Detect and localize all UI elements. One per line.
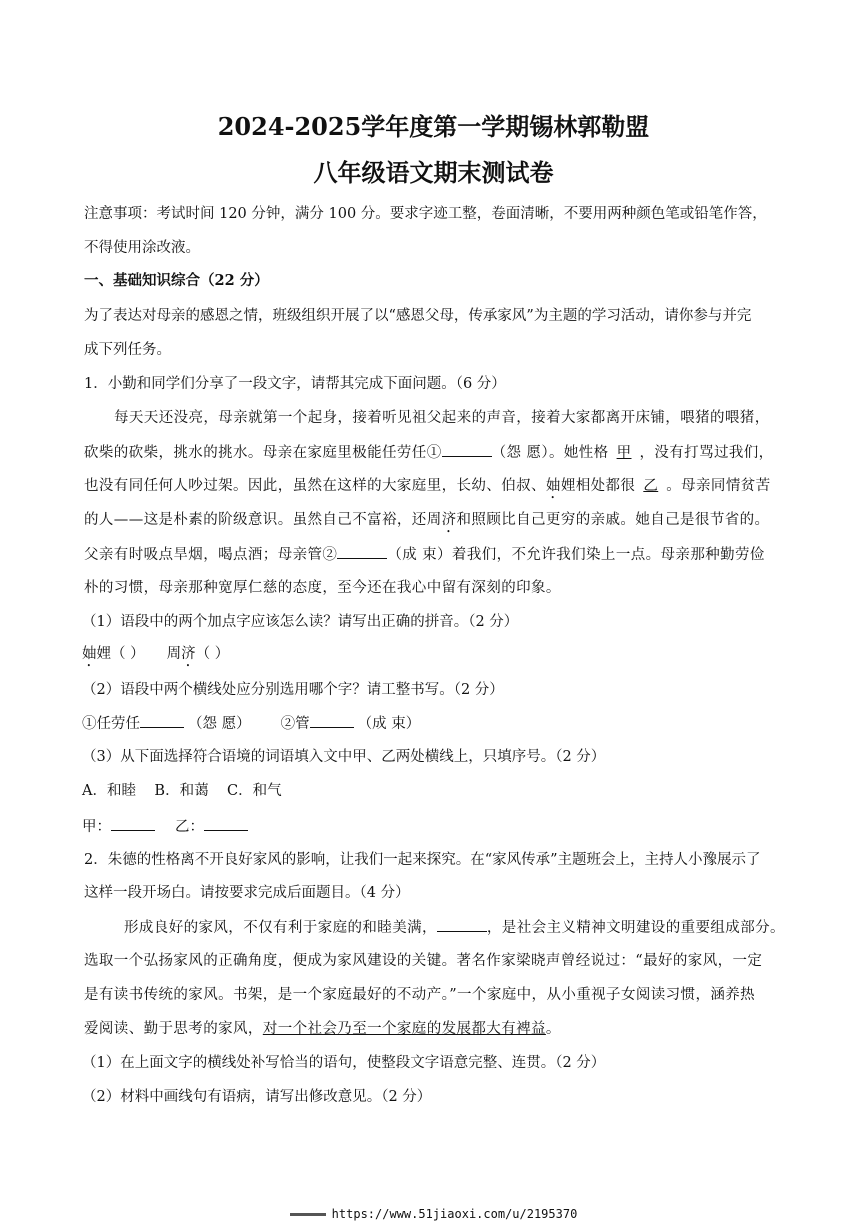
q1-sub2-answers bbox=[82, 713, 420, 734]
notice-line1: 注意事项：考试时间 120 分钟，满分 100 分。要求字迹工整，卷面清晰，不要用两种颜色笔或铅笔作答， bbox=[84, 206, 767, 222]
answer-blank-3[interactable] bbox=[140, 713, 184, 728]
dotted-char: 济 bbox=[441, 512, 457, 528]
passage-text: 和照顾比自己更穷的亲戚。她自己是很节省的。 bbox=[456, 512, 770, 528]
passage-text: 砍柴的砍柴，挑水的挑水。母亲在家庭里极能任劳任① bbox=[84, 445, 442, 461]
answer-blank-4[interactable] bbox=[310, 713, 354, 728]
answer-blank-5[interactable] bbox=[437, 917, 487, 932]
passage-1-line1: 每天天还没亮，母亲就第一个起身，接着听见祖父起来的声音，接着大家都离开床铺，喂猪的喂猪， bbox=[114, 410, 770, 426]
answer-label: ①任劳任 bbox=[82, 716, 140, 732]
answer-label: （怨 愿） bbox=[188, 716, 251, 732]
answer-label: ②管 bbox=[280, 716, 310, 732]
passage-text: （成 束）着我们，不允许我们染上一点。母亲那种勤劳俭 bbox=[387, 547, 765, 563]
q1-sub3-answers bbox=[82, 816, 248, 837]
passage-text: 。 bbox=[545, 1021, 561, 1037]
passage-1-line2 bbox=[84, 442, 774, 463]
q2-sub2: （2）材料中画线句有语病，请写出修改意见。（2 分） bbox=[82, 1089, 432, 1105]
question-1-stem: 1．小勤和同学们分享了一段文字，请帮其完成下面问题。（6 分） bbox=[84, 376, 506, 392]
answer-blank-1[interactable] bbox=[442, 442, 492, 457]
passage-text: （怨 愿）。她性格 bbox=[491, 445, 609, 461]
underlined-sentence: 对一个社会乃至一个家庭的发展都大有裨益 bbox=[262, 1021, 546, 1037]
passage-1-line5 bbox=[84, 544, 765, 565]
question-2-stem-line2: 这样一段开场白。请按要求完成后面题目。（4 分） bbox=[84, 885, 410, 901]
passage-text: ，是社会主义精神文明建设的重要组成部分。 bbox=[486, 920, 785, 936]
q1-sub1: （1）语段中的两个加点字应该怎么读？请写出正确的拼音。（2 分） bbox=[82, 614, 519, 630]
passage-text: ，没有打骂过我们， bbox=[639, 445, 774, 461]
notice-line2: 不得使用涂改液。 bbox=[84, 240, 200, 256]
passage-2-line4 bbox=[84, 1019, 561, 1039]
footer-link[interactable]: https://www.51jiaoxi.com/u/2195370 bbox=[331, 1207, 578, 1221]
answer-label: （成 束） bbox=[357, 716, 421, 732]
passage-1-line4 bbox=[84, 510, 769, 536]
pinyin-slot-1[interactable]: 娌（ ） bbox=[96, 646, 145, 662]
passage-2-line3: 是有读书传统的家风。书架，是一个家庭最好的不动产。”一个家庭中，从小重视子女阅读习惯，涵养热 bbox=[84, 987, 756, 1003]
passage-1-line6: 朴的习惯，母亲那种宽厚仁慈的态度，至今还在我心中留有深刻的印象。 bbox=[84, 580, 561, 596]
answer-blank-yi[interactable] bbox=[204, 816, 248, 831]
passage-2-line2: 选取一个弘扬家风的正确角度，便成为家风建设的关键。著名作家梁晓声曾经说过：“最好的家风，一定 bbox=[84, 953, 763, 969]
q1-sub1-answers bbox=[82, 644, 229, 670]
passage-text: 。母亲同情贫苦 bbox=[666, 478, 771, 494]
answer-label: 甲： bbox=[82, 819, 111, 835]
answer-text: 周 bbox=[166, 646, 182, 662]
dotted-char: 济（ ） bbox=[181, 646, 230, 662]
passage-1-line3 bbox=[84, 476, 771, 502]
marker-yi: 乙 bbox=[643, 478, 659, 494]
question-2-stem-line1: 2．朱德的性格离不开良好家风的影响，让我们一起来探究。在“家风传承”主题班会上，主持人小豫展示了 bbox=[84, 852, 761, 868]
passage-text: 父亲有时吸点旱烟，喝点酒；母亲管② bbox=[84, 547, 338, 563]
answer-blank-jia[interactable] bbox=[111, 816, 155, 831]
answer-blank-2[interactable] bbox=[337, 544, 387, 559]
section-heading: 一、基础知识综合（22 分） bbox=[84, 272, 269, 289]
q2-sub1: （1）在上面文字的横线处补写恰当的语句，使整段文字语意完整、连贯。（2 分） bbox=[82, 1055, 606, 1071]
answer-label: 乙： bbox=[175, 819, 204, 835]
passage-text: 娌相处都很 bbox=[560, 478, 636, 494]
q1-sub3-options: A．和睦 B．和蔼 C．和气 bbox=[82, 783, 282, 799]
footer-logo-icon bbox=[290, 1213, 326, 1216]
dotted-char: 妯 bbox=[545, 478, 561, 494]
section-intro-line2: 成下列任务。 bbox=[84, 342, 171, 358]
passage-text: 也没有同任何人吵过架。因此，虽然在这样的大家庭里，长幼、伯叔、 bbox=[84, 478, 546, 494]
passage-text: 的人——这是朴素的阶级意识。虽然自己不富裕，还周 bbox=[84, 512, 442, 528]
passage-text: 形成良好的家风，不仅有利于家庭的和睦美满， bbox=[124, 920, 437, 936]
marker-jia: 甲 bbox=[616, 445, 632, 461]
footer-url bbox=[0, 1207, 867, 1221]
q1-sub2: （2）语段中两个横线处应分别选用哪个字？请工整书写。（2 分） bbox=[82, 682, 504, 698]
passage-text: 爱阅读、勤于思考的家风， bbox=[84, 1021, 263, 1037]
q1-sub3: （3）从下面选择符合语境的词语填入文中甲、乙两处横线上，只填序号。（2 分） bbox=[82, 749, 606, 765]
dotted-char: 妯 bbox=[82, 646, 97, 662]
exam-title-line1: 2024-2025学年度第一学期锡林郭勒盟 bbox=[217, 112, 650, 141]
passage-2-line1 bbox=[124, 917, 785, 938]
section-intro-line1: 为了表达对母亲的感恩之情，班级组织开展了以“感恩父母，传承家风”为主题的学习活动，请你参与并完 bbox=[84, 308, 752, 324]
exam-title-line2: 八年级语文期末测试卷 bbox=[313, 158, 554, 187]
